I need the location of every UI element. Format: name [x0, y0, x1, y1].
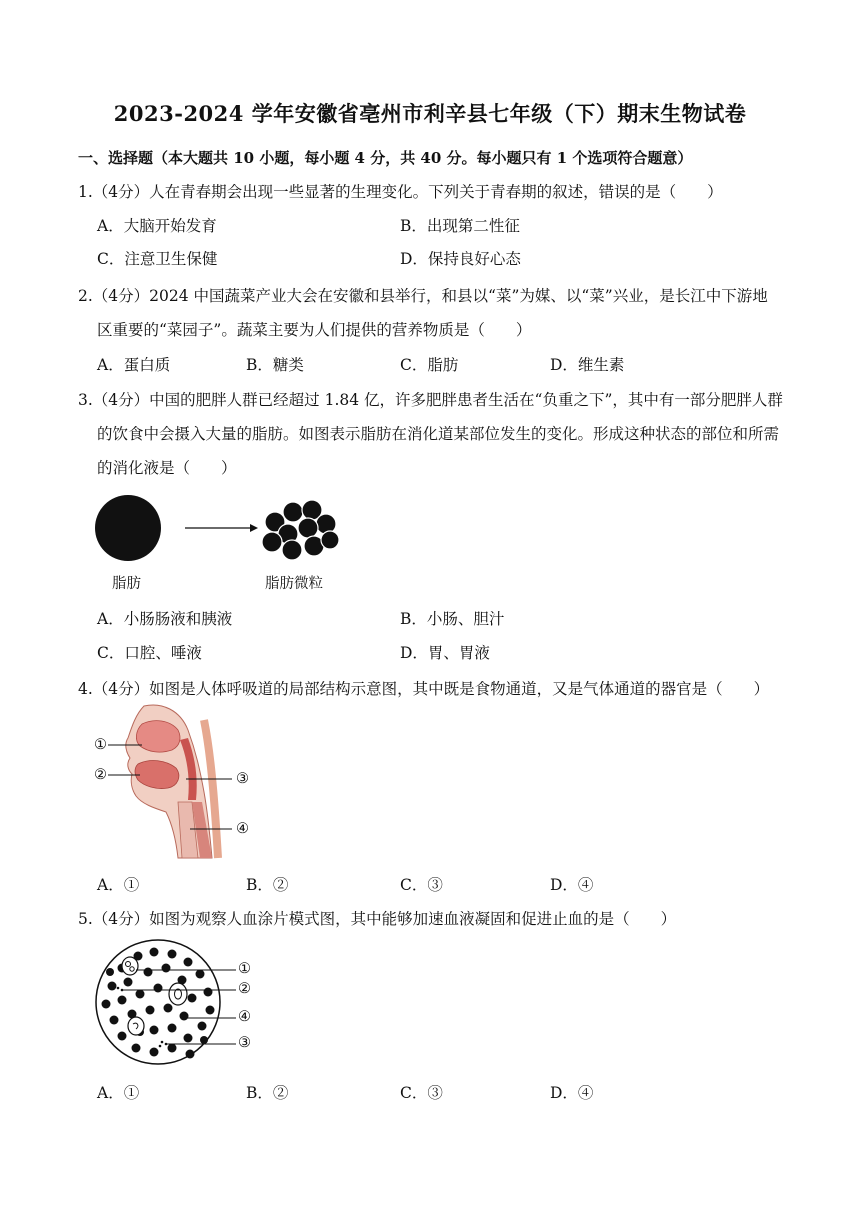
q3-option-d: D．胃、胃液	[400, 644, 490, 662]
arrow-head	[250, 524, 258, 532]
q4-option-a: A．①	[97, 876, 140, 894]
smear-field	[96, 940, 220, 1064]
q4-option-b: B．②	[246, 876, 289, 894]
q2-option-a: A．蛋白质	[97, 356, 171, 374]
q3-stem-line3: 的消化液是（ ）	[97, 459, 237, 477]
q5-label-2: ②	[238, 981, 251, 997]
q5-option-a: A．①	[97, 1084, 140, 1102]
q5-label-1: ①	[238, 961, 251, 977]
nasal-cavity	[136, 721, 180, 752]
q3-stem-line1: 3.（4分）中国的肥胖人群已经超过 1.84 亿，许多肥胖患者生活在“负重之下”，其中有一部分肥胖人群	[78, 391, 783, 409]
fat-particles	[262, 500, 339, 560]
fat-droplet	[95, 495, 161, 561]
q3-option-a: A．小肠肠液和胰液	[97, 610, 233, 628]
fig-label-fat: 脂肪	[112, 576, 141, 592]
q4-label-2: ②	[94, 767, 107, 783]
q3-option-b: B．小肠、胆汁	[400, 610, 505, 628]
q4-label-3: ③	[236, 771, 249, 787]
q4-stem: 4.（4分）如图是人体呼吸道的局部结构示意图，其中既是食物通道，又是气体通道的器官是（ ）	[78, 680, 770, 698]
q1-option-b: B．出现第二性征	[400, 217, 520, 235]
section-heading: 一、选择题（本大题共 10 小题，每小题 4 分，共 40 分。每小题只有 1 个选项符合题意）	[78, 149, 693, 167]
q1-stem: 1.（4分）人在青春期会出现一些显著的生理变化。下列关于青春期的叙述，错误的是（ ）	[78, 183, 723, 201]
q1-option-d: D．保持良好心态	[400, 250, 521, 268]
q2-option-b: B．糖类	[246, 356, 304, 374]
q5-option-c: C．③	[400, 1084, 443, 1102]
q4-option-d: D．④	[550, 876, 594, 894]
q5-label-3: ③	[238, 1035, 251, 1051]
q2-option-c: C．脂肪	[400, 356, 459, 374]
q2-option-d: D．维生素	[550, 356, 625, 374]
q4-label-4: ④	[236, 821, 249, 837]
fig-label-fat-particles: 脂肪微粒	[265, 576, 323, 592]
q4-option-c: C．③	[400, 876, 443, 894]
q4-label-1: ①	[94, 737, 107, 753]
q3-option-c: C．口腔、唾液	[97, 644, 202, 662]
q5-option-b: B．②	[246, 1084, 289, 1102]
q5-stem: 5.（4分）如图为观察人血涂片模式图，其中能够加速血液凝固和促进止血的是（ ）	[78, 910, 677, 928]
q1-option-a: A．大脑开始发育	[97, 217, 217, 235]
fat-emulsification-figure	[90, 490, 350, 570]
q3-stem-line2: 的饮食中会摄入大量的脂肪。如图表示脂肪在消化道某部位发生的变化。形成这种状态的部位和所需	[97, 425, 780, 443]
q5-label-4: ④	[238, 1009, 251, 1025]
q2-stem-line2: 区重要的“菜园子”。蔬菜主要为人们提供的营养物质是（ ）	[97, 321, 532, 339]
page-title: 2023-2024 学年安徽省亳州市利辛县七年级（下）期末生物试卷	[113, 101, 747, 126]
q2-stem-line1: 2.（4分）2024 中国蔬菜产业大会在安徽和县举行，和县以“菜”为媒、以“菜”兴业，是长江中下游地	[78, 287, 768, 305]
q5-option-d: D．④	[550, 1084, 594, 1102]
q1-option-c: C．注意卫生保健	[97, 250, 218, 268]
